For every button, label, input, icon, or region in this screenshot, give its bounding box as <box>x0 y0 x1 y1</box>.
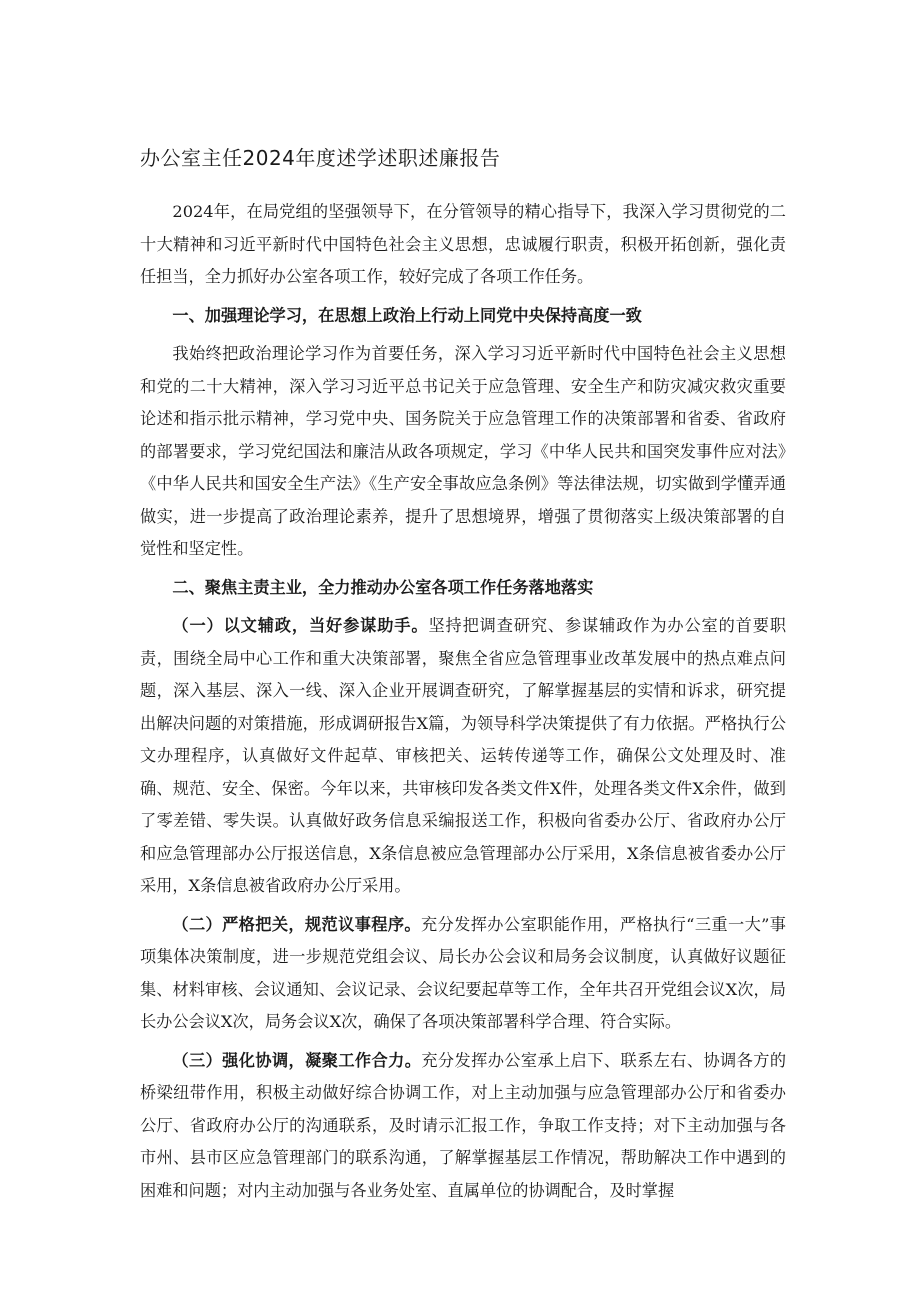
document-title: 办公室主任2024年度述学述职述廉报告 <box>140 146 501 170</box>
subsection-1-lead: （一）以文辅政，当好参谋助手。 <box>172 616 429 635</box>
subsection-2-lead: （二）严格把关，规范议事程序。 <box>172 914 421 934</box>
section-1-heading: 一、加强理论学习，在思想上政治上行动上同党中央保持高度一致 <box>172 305 642 325</box>
subsection-1-body: 坚持把调查研究、参谋辅政作为办公室的首要职责，围绕全局中心工作和重大决策部署，聚焦全省应急管理事业改革发展中的热点难点问题，深入基层、深入一线、深入企业开展调查研究，了解掌握基层的实情和诉求，研究提出解决问题的对策措施，形成调研报告X篇，为领导科学决策提供了有力依据。严格执行公文办理程序，认真做好文件起草、审核把关、运转传递等工作，确保公文处理及时、准确、规范、安全、保密。今年以来，共审核印发各类文件X件，处理各类文件X余件，做到了零差错、零失误。认真做好政务信息采编报送工作，积极向省委办公厅、省政府办公厅和应急管理部办公厅报送信息，X条信息被应急管理部办公厅采用，X条信息被省委办公厅采用，X条信息被省政府办公厅采用。 <box>140 616 787 895</box>
section-2-heading: 二、聚焦主责主业，全力推动办公室各项工作任务落地落实 <box>172 577 594 597</box>
subsection-2-paragraph <box>140 909 786 1039</box>
subsection-1-paragraph <box>140 610 786 903</box>
subsection-2-body: 充分发挥办公室职能作用，严格执行“三重一大”事项集体决策制度，进一步规范党组会议、局长办公会议和局务会议制度，认真做好议题征集、材料审核、会议通知、会议记录、会议纪要起草等工作，全年共召开党组会议X次，局长办公会议X次，局务会议X次，确保了各项决策部署科学合理、符合实际。 <box>140 914 786 1031</box>
subsection-3-paragraph <box>140 1045 786 1208</box>
section-1-paragraph: 我始终把政治理论学习作为首要任务，深入学习习近平新时代中国特色社会主义思想和党的二十大精神，深入学习习近平总书记关于应急管理、安全生产和防灾减灾救灾重要论述和指示批示精神，学习党中央、国务院关于应急管理工作的决策部署和省委、省政府的部署要求，学习党纪国法和廉洁从政各项规定，学习《中华人民共和国突发事件应对法》《中华人民共和国安全生产法》《生产安全事故应急条例》等法律法规，切实做到学懂弄通做实，进一步提高了政治理论素养，提升了思想境界，增强了贯彻落实上级决策部署的自觉性和坚定性。 <box>140 344 786 558</box>
subsection-3-lead: （三）强化协调，凝聚工作合力。 <box>172 1050 422 1070</box>
intro-paragraph: 2024年，在局党组的坚强领导下，在分管领导的精心指导下，我深入学习贯彻党的二十大精神和习近平新时代中国特色社会主义思想，忠诚履行职责，积极开拓创新，强化责任担当，全力抓好办公室各项工作，较好完成了各项工作任务。 <box>140 202 786 286</box>
subsection-3-body: 充分发挥办公室承上启下、联系左右、协调各方的桥梁纽带作用，积极主动做好综合协调工作，对上主动加强与应急管理部办公厅和省委办公厅、省政府办公厅的沟通联系，及时请示汇报工作，争取工作支持；对下主动加强与各市州、县市区应急管理部门的联系沟通，了解掌握基层工作情况，帮助解决工作中遇到的困难和问题；对内主动加强与各业务处室、直属单位的协调配合，及时掌握 <box>140 1050 787 1200</box>
